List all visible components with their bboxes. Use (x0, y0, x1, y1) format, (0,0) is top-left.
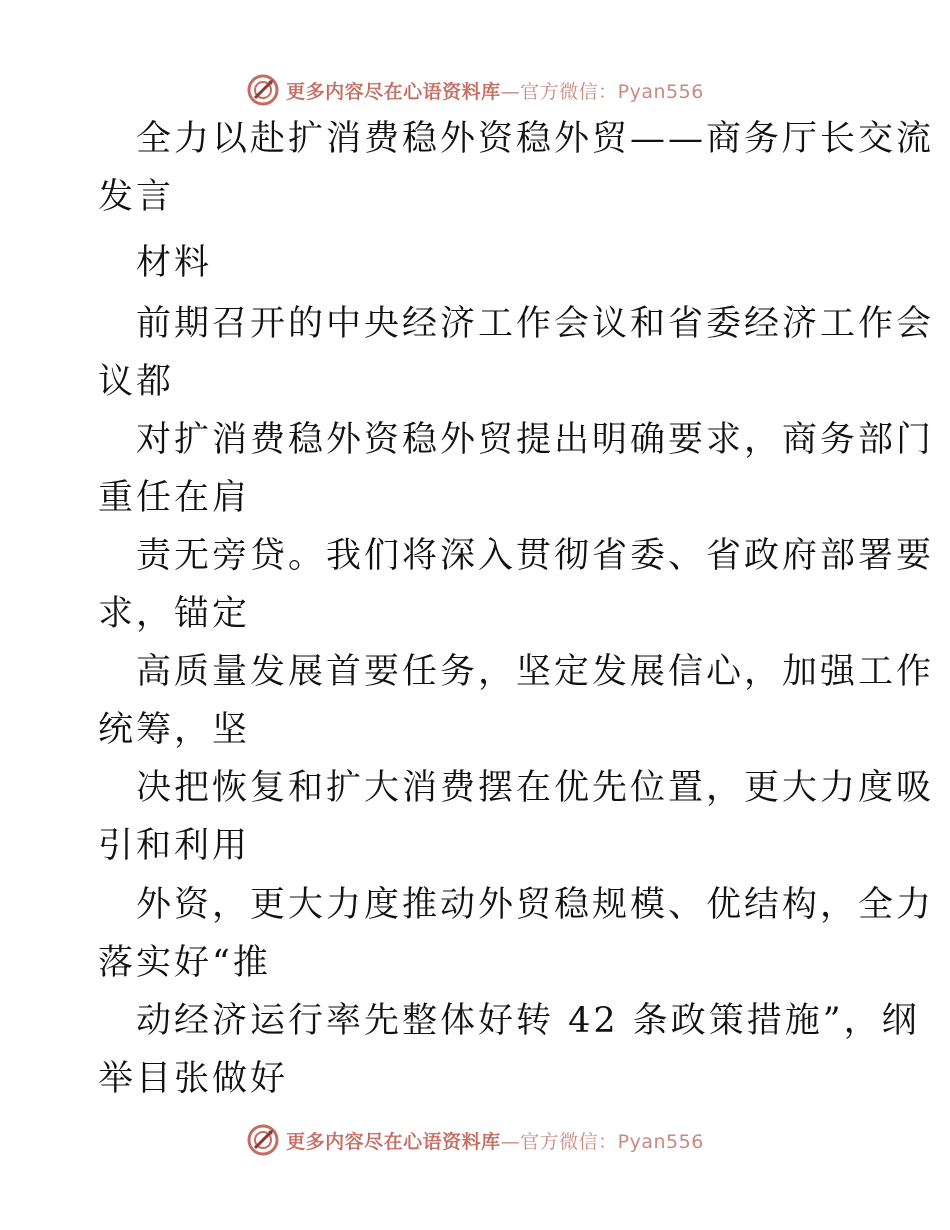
library-logo-icon (246, 73, 280, 107)
text-line: 决把恢复和扩大消费摆在优先位置，更大力度吸 (136, 768, 935, 808)
text-line: 高质量发展首要任务，坚定发展信心，加强工作 (136, 652, 935, 692)
text-line: 材料 (136, 243, 213, 283)
footer-watermark (0, 1120, 950, 1160)
text-line: 责无旁贷。我们将深入贯彻省委、省政府部署要 (136, 536, 935, 576)
library-logo-icon (246, 1123, 280, 1157)
text-line: 对扩消费稳外资稳外贸提出明确要求，商务部门 (136, 420, 935, 460)
text-line: 落实好“推 (98, 943, 271, 983)
text-line: 重任在肩 (98, 478, 251, 518)
text-line: 动经济运行率先整体好转 42 条政策措施”，纲 (136, 1001, 920, 1041)
text-line: 全力以赴扩消费稳外资稳外贸——商务厅长交流 (136, 119, 935, 159)
text-line: 前期召开的中央经济工作会议和省委经济工作会 (136, 304, 935, 344)
watermark-text: 更多内容尽在心语资料库—官方微信：Pyan556 (286, 80, 704, 103)
text-line: 发言 (98, 177, 175, 217)
text-line: 议都 (98, 362, 175, 402)
header-watermark (0, 70, 950, 110)
text-line: 引和利用 (98, 826, 251, 866)
text-line: 求，锚定 (98, 594, 251, 634)
watermark-text: 更多内容尽在心语资料库—官方微信：Pyan556 (286, 1130, 704, 1153)
text-line: 统筹，坚 (98, 710, 251, 750)
text-line: 举目张做好 (98, 1059, 289, 1099)
text-line: 外资，更大力度推动外贸稳规模、优结构，全力 (136, 885, 935, 925)
